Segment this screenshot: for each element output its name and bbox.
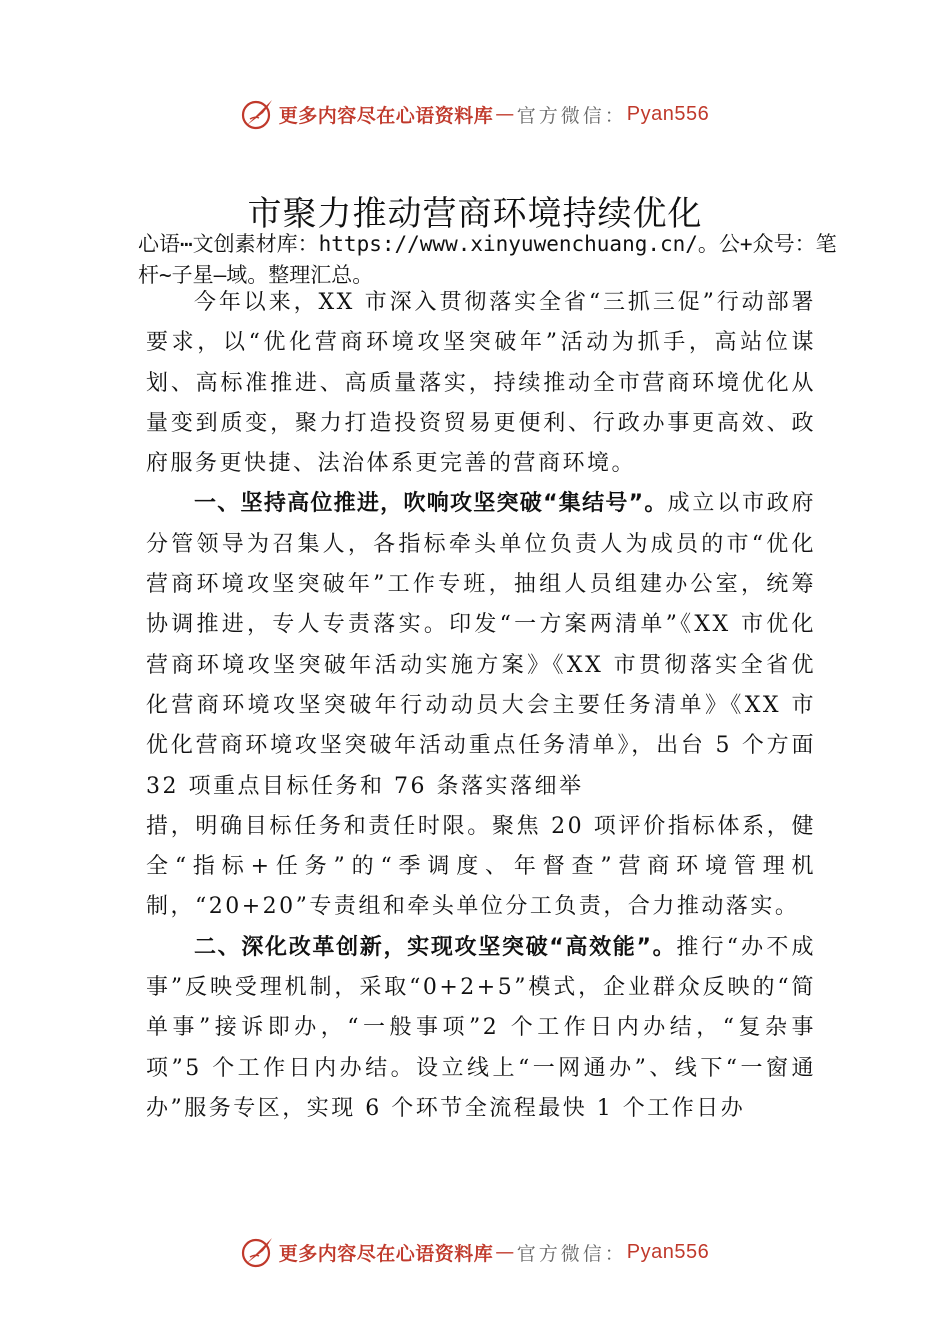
section-1-heading: 一、坚持高位推进，吹响攻坚突破“集结号”。: [194, 491, 668, 517]
quill-logo-icon: [241, 1235, 275, 1269]
source-note: 心语⋯文创素材库：https://www.xinyuwenchuang.cn/。公+众号：笔杆~子星—域。整理汇总。: [138, 232, 837, 287]
footer-banner: [0, 1230, 950, 1274]
document-body: [146, 283, 816, 1129]
document-title: 市聚力推动营商环境持续优化: [247, 194, 703, 234]
intro-paragraph: 今年以来，XX 市深入贯彻落实全省“三抓三促”行动部署要求，以“优化营商环境攻坚突破年”活动为抓手，高站位谋划、高标准推进、高质量落实，持续推动全市营商环境优化从量变到质变，聚力打造投资贸易更便利、行政办事更高效、政府服务更快捷、法治体系更完善的营商环境。: [146, 290, 816, 477]
header-banner: [0, 92, 950, 136]
banner-wechat-label: 官方微信：: [516, 104, 627, 127]
section-1-paragraph: [146, 484, 816, 806]
banner-handle: Pyan556: [626, 102, 710, 125]
section-1-continuation: 措，明确目标任务和责任时限。聚焦 20 项评价指标体系，健全“指标+任务”的“季调度、年督查”营商环境管理机制，“20+20”专责组和牵头单位分工负责，合力推动落实。: [146, 813, 816, 920]
section-2-heading: 二、深化改革创新，实现攻坚突破“高效能”。: [194, 934, 677, 960]
section-2-text: 推行“办不成事”反映受理机制，采取“0+2+5”模式，企业群众反映的“简单事”接诉即办，“一般事项”2 个工作日内办结，“复杂事项”5 个工作日内办结。设立线上“一网通办”、线下“一窗通办”服务专区，实现 6 个环节全流程最快 1 个工作日办: [146, 934, 817, 1121]
banner-brand: 更多内容尽在心语资料库: [278, 104, 494, 127]
footer-handle: Pyan556: [626, 1240, 710, 1263]
quill-logo-icon: [241, 97, 275, 131]
section-2-paragraph: [146, 928, 816, 1129]
footer-dash: —: [495, 1241, 515, 1263]
section-1-text: 成立以市政府分管领导为召集人，各指标牵头单位负责人为成员的市“优化营商环境攻坚突破年”工作专班，抽组人员组建办公室，统筹协调推进，专人专责落实。印发“一方案两清单”《XX 市优化营商环境攻坚突破年活动实施方案》《XX 市贯彻落实全省优化营商环境攻坚突破年行动动员大会主要任务清单》《XX 市优化营商环境攻坚突破年活动重点任务清单》，出台 5 个方面 32 项重点目标任务和 76 条落实落细举: [146, 491, 816, 799]
footer-wechat-label: 官方微信：: [516, 1242, 627, 1265]
banner-dash: —: [495, 103, 515, 125]
footer-brand: 更多内容尽在心语资料库: [278, 1242, 494, 1265]
